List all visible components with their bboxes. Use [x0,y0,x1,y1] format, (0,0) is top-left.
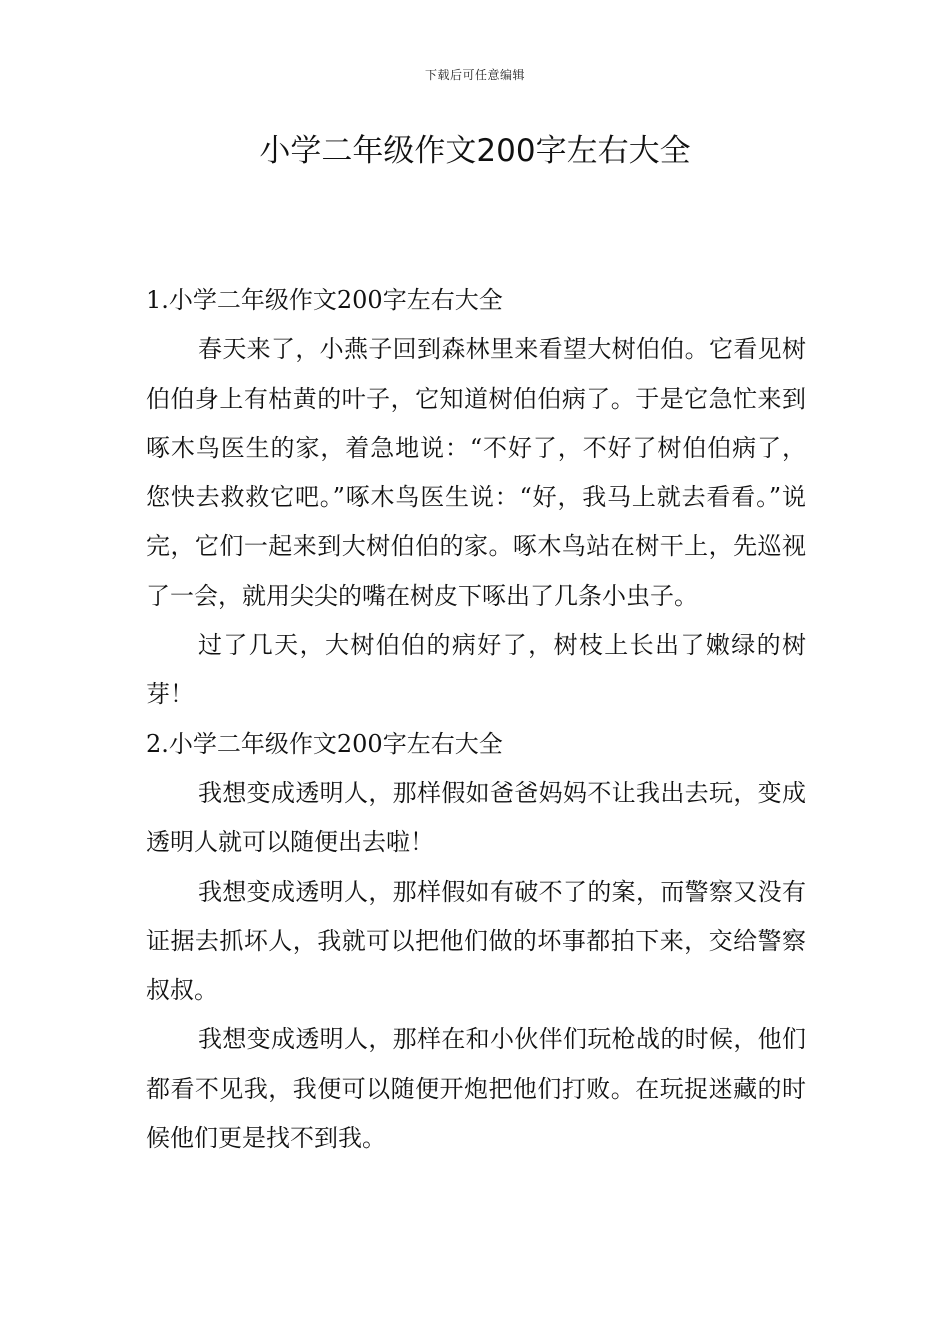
paragraph: 春天来了，小燕子回到森林里来看望大树伯伯。它看见树伯伯身上有枯黄的叶子，它知道树伯伯病了。于是它急忙来到啄木鸟医生的家，着急地说：“不好了，不好了树伯伯病了，您快去救救它吧。”啄木鸟医生说：“好，我马上就去看看。”说完，它们一起来到大树伯伯的家。啄木鸟站在树干上，先巡视了一会，就用尖尖的嘴在树皮下啄出了几条小虫子。 [146,335,806,610]
header-note: 下载后可任意编辑 [424,68,525,82]
paragraph: 我想变成透明人，那样在和小伙伴们玩枪战的时候，他们都看不见我，我便可以随便开炮把他们打败。在玩捉迷藏的时候他们更是找不到我。 [146,1025,806,1153]
document-body [146,276,806,1163]
section-heading: 2.小学二年级作文200字左右大全 [146,729,503,758]
paragraph: 过了几天，大树伯伯的病好了，树枝上长出了嫩绿的树芽！ [146,631,806,709]
section-1 [146,276,806,720]
document-title: 小学二年级作文200字左右大全 [259,133,691,169]
paragraph: 我想变成透明人，那样假如爸爸妈妈不让我出去玩，变成透明人就可以随便出去啦！ [146,778,806,857]
section-heading: 1.小学二年级作文200字左右大全 [146,286,503,314]
paragraph: 我想变成透明人，那样假如有破不了的案，而警察又没有证据去抓坏人，我就可以把他们做的坏事都拍下来，交给警察叔叔。 [146,877,806,1005]
section-2 [146,720,806,1164]
